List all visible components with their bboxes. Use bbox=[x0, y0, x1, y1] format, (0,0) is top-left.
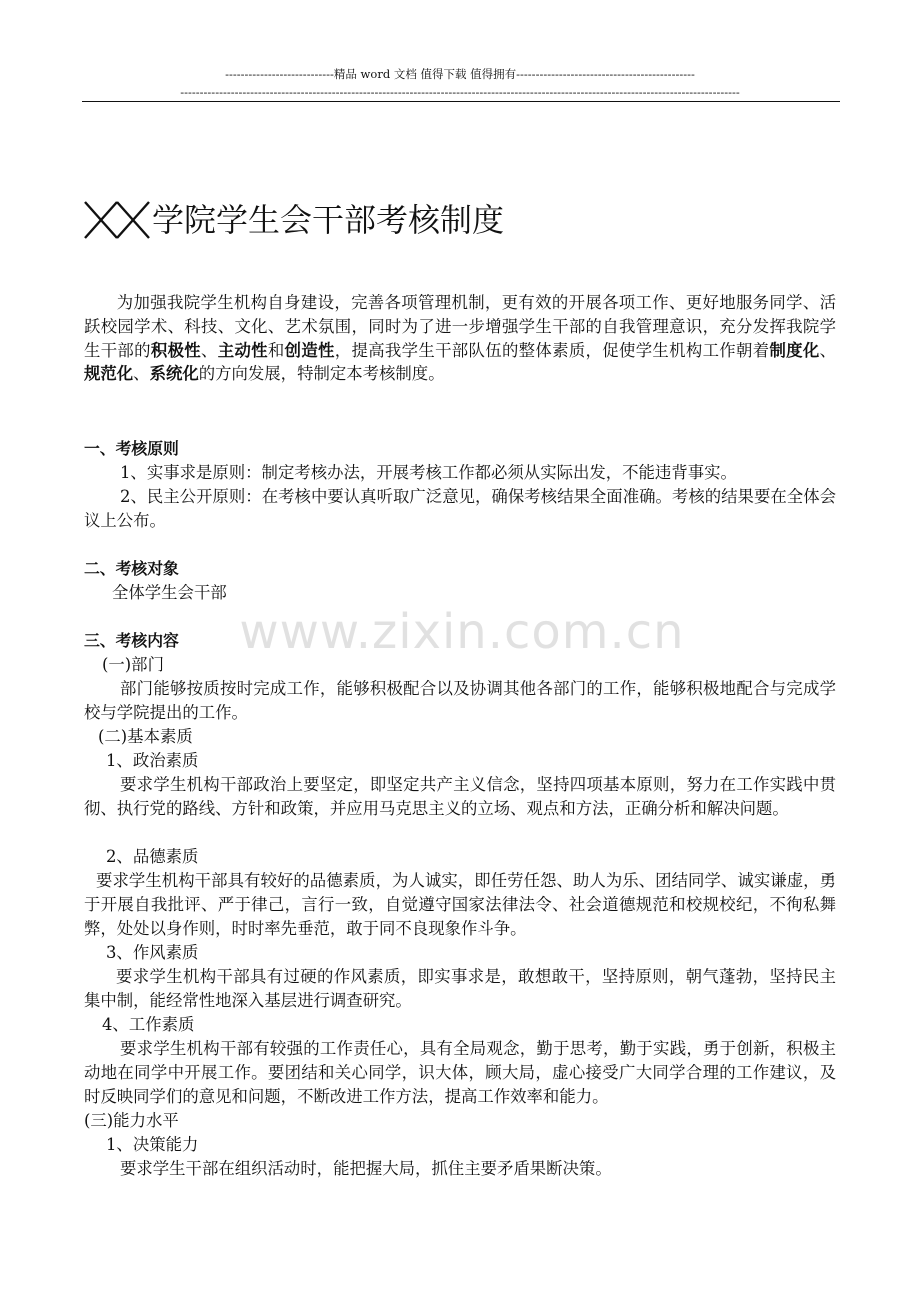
intro-text: 和 bbox=[267, 340, 285, 360]
intro-bold: 制度化 bbox=[769, 340, 820, 360]
department-text: 部门能够按质按时完成工作，能够积极配合以及协调其他各部门的工作，能够积极地配合与完成学校与学院提出的工作。 bbox=[84, 679, 836, 722]
intro-text: 为加强我院学生机构自身建设，完善各项管理机制，更有效的开展各项工作、更好地服务同学、活跃校园学术、科技、文化、艺术氛围，同时为了进一步增强学生干部的自我管理意识，充分发挥我院学生干部的 bbox=[84, 293, 836, 360]
item-decision-ability: 1、决策能力 bbox=[106, 1135, 199, 1154]
document-title bbox=[84, 198, 504, 242]
section-heading-targets: 二、考核对象 bbox=[84, 559, 179, 578]
intro-text: 、 bbox=[201, 340, 218, 360]
section-heading-content: 三、考核内容 bbox=[84, 631, 179, 650]
item-political-quality: 1、政治素质 bbox=[106, 751, 199, 770]
intro-paragraph bbox=[84, 291, 836, 386]
watermark: www.zixin.com.cn bbox=[239, 604, 685, 660]
item-moral-quality: 2、品德素质 bbox=[106, 847, 199, 866]
decision-ability-text: 要求学生干部在组织活动时，能把握大局，抓住主要矛盾果断决策。 bbox=[120, 1159, 612, 1178]
item-style-quality: 3、作风素质 bbox=[106, 943, 199, 962]
header-banner: ----------------------------精品 word 文档 值得下载 值得拥有---------------------------------------------- bbox=[225, 67, 695, 81]
intro-bold: 系统化 bbox=[149, 364, 199, 384]
targets-text: 全体学生会干部 bbox=[112, 583, 227, 602]
subheading-basic-quality: (二)基本素质 bbox=[98, 727, 193, 746]
item-work-quality: 4、工作素质 bbox=[102, 1015, 195, 1034]
subheading-ability: (三)能力水平 bbox=[84, 1111, 179, 1130]
intro-text: 、 bbox=[133, 364, 150, 384]
intro-text: ，提高我学生干部队伍的整体素质，促使学生机构工作朝着 bbox=[334, 340, 770, 360]
cross-mark-icon bbox=[84, 201, 150, 239]
header-rule bbox=[82, 101, 840, 102]
header-dash-line: ------------------------------------------------------------------------------------------------------------------------------------------------ bbox=[180, 85, 740, 99]
intro-bold: 规范化 bbox=[84, 364, 134, 384]
intro-bold: 主动性 bbox=[217, 340, 268, 360]
intro-text: 的方向发展，特制定本考核制度。 bbox=[198, 364, 445, 384]
work-quality-text: 要求学生机构干部有较强的工作责任心，具有全局观念，勤于思考，勤于实践，勇于创新，积极主动地在同学中开展工作。要团结和关心同学，识大体，顾大局，虚心接受广大同学合理的工作建议，及时反映同学们的意见和问题，不断改进工作方法，提高工作效率和能力。 bbox=[84, 1039, 836, 1106]
intro-text: 、 bbox=[819, 340, 837, 360]
principle-item-2: 2、民主公开原则：在考核中要认真听取广泛意见，确保考核结果全面准确。考核的结果要在全体会议上公布。 bbox=[84, 487, 836, 530]
style-quality-text: 要求学生机构干部具有过硬的作风素质，即实事求是，敢想敢干，坚持原则，朝气蓬勃，坚持民主集中制，能经常性地深入基层进行调查研究。 bbox=[84, 967, 836, 1010]
section-heading-principles: 一、考核原则 bbox=[84, 439, 179, 458]
intro-bold: 创造性 bbox=[284, 340, 335, 360]
principle-item-1: 1、实事求是原则：制定考核办法，开展考核工作都必须从实际出发，不能违背事实。 bbox=[120, 463, 737, 482]
intro-bold: 积极性 bbox=[150, 340, 202, 360]
title-text: 学院学生会干部考核制度 bbox=[152, 201, 505, 239]
political-quality-text: 要求学生机构干部政治上要坚定，即坚定共产主义信念，坚持四项基本原则，努力在工作实践中贯彻、执行党的路线、方针和政策，并应用马克思主义的立场、观点和方法，正确分析和解决问题。 bbox=[84, 775, 836, 818]
moral-quality-text: 要求学生机构干部具有较好的品德素质，为人诚实，即任劳任怨、助人为乐、团结同学、诚实谦虚，勇于开展自我批评、严于律己，言行一致，自觉遵守国家法律法令、社会道德规范和校规校纪，不徇私舞弊，处处以身作则，时时率先垂范，敢于同不良现象作斗争。 bbox=[84, 871, 836, 938]
subheading-department: (一)部门 bbox=[102, 655, 164, 674]
